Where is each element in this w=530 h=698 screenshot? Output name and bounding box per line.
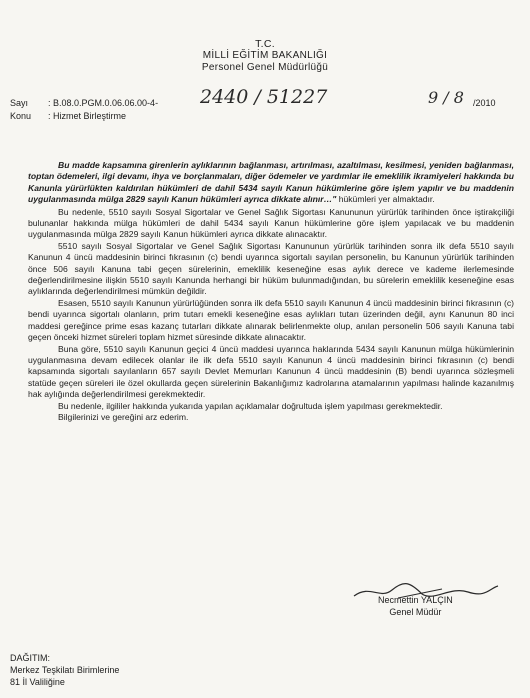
konu-value: : Hizmet Birleştirme [48,111,127,121]
header-directorate: Personel Genel Müdürlüğü [201,62,329,73]
konu-row [10,111,126,121]
distribution-item: 81 İl Valiliğine [10,677,65,687]
paragraph-6: Bilgilerinizi ve gereğini arz ederim. [58,411,189,422]
sayi-row [10,98,158,108]
signature-block [378,594,453,618]
quote-text: Bu madde kapsamına girenlerin aylıklarının bağlanması, artırılması, azaltılması, kesilmesi, yeniden bağlanması, toptan ödemeleri, ilgi devamı, ihya ve borçlanmaları, diğer ödemeler ve yardımlar ile emeklilik ikramiyeleri hakkında bu Kanunla yürürlükten kaldırılan hükümleri de dahil 5434 sayılı Kanun hükümlerine göre işlem yapılır ve bu maddenin uygulanmasında mülga 2829 sayılı Kanun hükümleri ayrıca dikkate alınır…" [28,160,514,205]
paragraph-4: Buna göre, 5510 sayılı Kanunun geçici 4 üncü maddesi uyarınca haklarında 5434 sayılı Kanunun mülga hükümlerinin uygulanmasına devam edilecek olanlar ile ilk defa 5510 sayılı Kanunun 4 üncü maddesinin birinci fıkrasının (c) bendi kapsamında sigortalı sayılanların 657 sayılı Devlet Memurları Kanunun 4 üncü maddesinin (B) bendi uyarınca sözleşmeli statüde geçen süreleri ile özel okullarda geçen sürelerinin Bakanlığımız kadrolarına atamalarının yapılması halinde kazanılmış hak aylığında değerlendirilmesi gerekmektedir. [28,343,514,400]
paragraph-5: Bu nedenle, ilgililer hakkında yukarıda yapılan açıklamalar doğrultuda işlem yapılması gerekmektedir. [58,400,443,411]
quote-tail: hükümleri yer almaktadır. [336,194,435,205]
distribution-label: DAĞITIM: [10,653,50,663]
paragraph-2: 5510 sayılı Sosyal Sigortalar ve Genel Sağlık Sigortası Kanununun yürürlük tarihinden sonra ilk defa 5510 sayılı Kanunun 4 üncü maddesinin birinci fıkrasının (c) bendi uyarınca sigortalı sayılan personelin, bu Kanunun yürürlük tarihinden önce 506 sayılı Kanuna tabi geçen sürelerinin, emeklilik keseneğine esas aylık derece ve kademe ilerlemesinde değerlendirilmesine ilişkin 5510 sayılı Kanunda herhangi bir hüküm bulunmadığından, bu sürelerin emeklilik keseneğine esas aylıklarında değerlendirilmesi mümkün değildir. [28,240,514,297]
signatory-name: Necmettin YALÇIN [378,595,453,605]
signatory-title: Genel Müdür [389,607,442,617]
letterhead [0,38,530,74]
sayi-label: Sayı [10,98,29,108]
konu-label: Konu [10,111,32,121]
paragraph-3: Esasen, 5510 sayılı Kanunun yürürlüğünden sonra ilk defa 5510 sayılı Kanunun 4 üncü maddesinin birinci fıkrasının (c) bendi uyarınca sigortalı olanların, prim tutarı emekli keseneğine esas aylıkları tutarı üzerinden değil, aynı Kanunun 80 inci maddesi gereğince prime esas kazanç tutarları dikkate alınarak belirlenmekte olup, anılan personelin 506 sayılı Kanuna tabi geçen önceki hizmet süreleri toplam hizmet süresinde dikkate alınacaktır. [28,297,514,343]
letter-body [28,160,514,423]
sayi-handwritten: 2440 / 51227 [200,86,328,108]
distribution-item: Merkez Teşkilatı Birimlerine [10,665,120,675]
header-ministry: MİLLİ EĞİTİM BAKANLIĞI [202,50,328,61]
paragraph-1: Bu nedenle, 5510 sayılı Sosyal Sigortalar ve Genel Sağlık Sigortası Kanununun yürürlük tarihinden önce iştirakçiliği bulunanlar hakkında mülga hükümleri de dahil 5434 sayılı Kanun hükümlerine göre işlem yapılacak ve bu maddenin uygulanmasında mülga 2829 sayılı Kanun hükümleri ayrıca dikkate alınacaktır. [28,206,514,240]
sayi-value: : B.08.0.PGM.0.06.06.00-4- [48,98,159,108]
date-handwritten: 9 / 8 [428,88,464,107]
date-year: /2010 [473,98,496,108]
distribution-block [10,652,119,688]
quoted-paragraph [28,160,514,206]
header-tc: T.C. [255,38,275,50]
